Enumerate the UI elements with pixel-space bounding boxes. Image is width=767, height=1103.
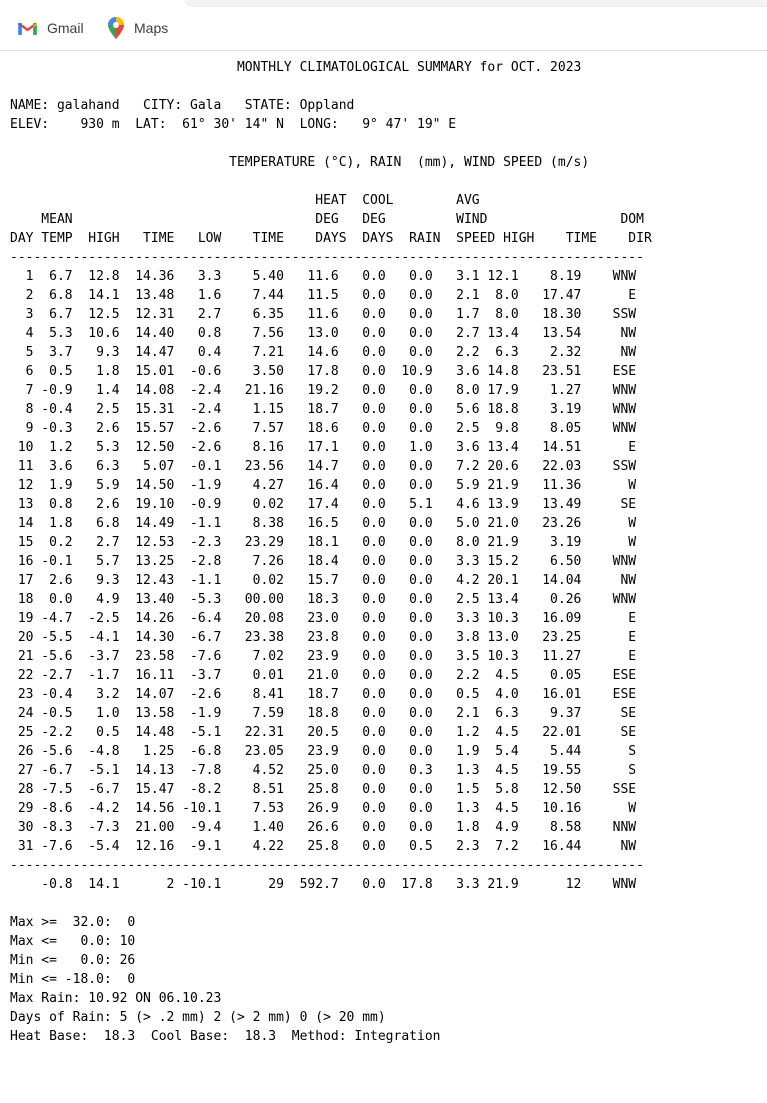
climate-summary-report [10, 58, 652, 1046]
table-separator: --------------------------------------------------------------------------------- [10, 858, 644, 873]
table-row: 9 -0.3 2.6 15.57 -2.6 7.57 18.6 0.0 0.0 2.5 9.8 8.05 WNW [10, 421, 637, 436]
table-row: 31 -7.6 -5.4 12.16 -9.1 4.22 25.8 0.0 0.5 2.3 7.2 16.44 NW [10, 839, 637, 854]
table-header-line: HEAT COOL AVG [10, 193, 480, 208]
report-title: MONTHLY CLIMATOLOGICAL SUMMARY for OCT. 2023 [10, 60, 582, 75]
bookmark-gmail-label: Gmail [47, 20, 84, 36]
table-row: 8 -0.4 2.5 15.31 -2.4 1.15 18.7 0.0 0.0 5.6 18.8 3.19 WNW [10, 402, 637, 417]
table-row: 25 -2.2 0.5 14.48 -5.1 22.31 20.5 0.0 0.0 1.2 4.5 22.01 SE [10, 725, 637, 740]
table-row: 5 3.7 9.3 14.47 0.4 7.21 14.6 0.0 0.0 2.2 6.3 2.32 NW [10, 345, 637, 360]
station-location-line: ELEV: 930 m LAT: 61° 30' 14" N LONG: 9° 47' 19" E [10, 117, 457, 132]
table-row: 28 -7.5 -6.7 15.47 -8.2 8.51 25.8 0.0 0.0 1.5 5.8 12.50 SSE [10, 782, 637, 797]
table-row: 10 1.2 5.3 12.50 -2.6 8.16 17.1 0.0 1.0 3.6 13.4 14.51 E [10, 440, 637, 455]
station-name-line: NAME: galahand CITY: Gala STATE: Oppland [10, 98, 355, 113]
table-row: 1 6.7 12.8 14.36 3.3 5.40 11.6 0.0 0.0 3.1 12.1 8.19 WNW [10, 269, 637, 284]
bookmark-gmail[interactable] [18, 16, 84, 40]
table-row: 7 -0.9 1.4 14.08 -2.4 21.16 19.2 0.0 0.0 8.0 17.9 1.27 WNW [10, 383, 637, 398]
table-row: 15 0.2 2.7 12.53 -2.3 23.29 18.1 0.0 0.0 8.0 21.9 3.19 W [10, 535, 637, 550]
table-row: 27 -6.7 -5.1 14.13 -7.8 4.52 25.0 0.0 0.3 1.3 4.5 19.55 S [10, 763, 637, 778]
table-row: 21 -5.6 -3.7 23.58 -7.6 7.02 23.9 0.0 0.0 3.5 10.3 11.27 E [10, 649, 637, 664]
table-row: 16 -0.1 5.7 13.25 -2.8 7.26 18.4 0.0 0.0 3.3 15.2 6.50 WNW [10, 554, 637, 569]
bookmark-maps-label: Maps [134, 20, 169, 36]
table-row: 11 3.6 6.3 5.07 -0.1 23.56 14.7 0.0 0.0 7.2 20.6 22.03 SSW [10, 459, 637, 474]
totals-row: -0.8 14.1 2 -10.1 29 592.7 0.0 17.8 3.3 21.9 12 WNW [10, 877, 637, 892]
table-row: 13 0.8 2.6 19.10 -0.9 0.02 17.4 0.0 5.1 4.6 13.9 13.49 SE [10, 497, 637, 512]
table-row: 12 1.9 5.9 14.50 -1.9 4.27 16.4 0.0 0.0 5.9 21.9 11.36 W [10, 478, 637, 493]
table-row: 6 0.5 1.8 15.01 -0.6 3.50 17.8 0.0 10.9 3.6 14.8 23.51 ESE [10, 364, 637, 379]
table-header-line: DAY TEMP HIGH TIME LOW TIME DAYS DAYS RAIN SPEED HIGH TIME DIR [10, 231, 652, 246]
summary-line: Max >= 32.0: 0 [10, 915, 136, 930]
table-row: 26 -5.6 -4.8 1.25 -6.8 23.05 23.9 0.0 0.0 1.9 5.4 5.44 S [10, 744, 637, 759]
table-separator: --------------------------------------------------------------------------------- [10, 250, 644, 265]
table-row: 18 0.0 4.9 13.40 -5.3 00.00 18.3 0.0 0.0 2.5 13.4 0.26 WNW [10, 592, 637, 607]
table-row: 23 -0.4 3.2 14.07 -2.6 8.41 18.7 0.0 0.0 0.5 4.0 16.01 ESE [10, 687, 637, 702]
summary-line: Min <= -18.0: 0 [10, 972, 136, 987]
summary-line: Heat Base: 18.3 Cool Base: 18.3 Method: Integration [10, 1029, 441, 1044]
table-row: 24 -0.5 1.0 13.58 -1.9 7.59 18.8 0.0 0.0 2.1 6.3 9.37 SE [10, 706, 637, 721]
summary-line: Days of Rain: 5 (> .2 mm) 2 (> 2 mm) 0 (> 20 mm) [10, 1010, 386, 1025]
table-row: 4 5.3 10.6 14.40 0.8 7.56 13.0 0.0 0.0 2.7 13.4 13.54 NW [10, 326, 637, 341]
table-row: 2 6.8 14.1 13.48 1.6 7.44 11.5 0.0 0.0 2.1 8.0 17.47 E [10, 288, 637, 303]
table-row: 19 -4.7 -2.5 14.26 -6.4 20.08 23.0 0.0 0.0 3.3 10.3 16.09 E [10, 611, 637, 626]
summary-line: Max Rain: 10.92 ON 06.10.23 [10, 991, 222, 1006]
summary-line: Min <= 0.0: 26 [10, 953, 136, 968]
table-row: 20 -5.5 -4.1 14.30 -6.7 23.38 23.8 0.0 0.0 3.8 13.0 23.25 E [10, 630, 637, 645]
table-header-line: MEAN DEG DEG WIND DOM [10, 212, 644, 227]
table-row: 29 -8.6 -4.2 14.56 -10.1 7.53 26.9 0.0 0.0 1.3 4.5 10.16 W [10, 801, 637, 816]
table-row: 3 6.7 12.5 12.31 2.7 6.35 11.6 0.0 0.0 1.7 8.0 18.30 SSW [10, 307, 637, 322]
table-row: 22 -2.7 -1.7 16.11 -3.7 0.01 21.0 0.0 0.0 2.2 4.5 0.05 ESE [10, 668, 637, 683]
bookmarks-bar [0, 0, 767, 51]
gmail-icon [18, 21, 37, 35]
table-row: 30 -8.3 -7.3 21.00 -9.4 1.40 26.6 0.0 0.0 1.8 4.9 8.58 NNW [10, 820, 637, 835]
table-row: 14 1.8 6.8 14.49 -1.1 8.38 16.5 0.0 0.0 5.0 21.0 23.26 W [10, 516, 637, 531]
maps-pin-icon [108, 17, 124, 39]
units-line: TEMPERATURE (°C), RAIN (mm), WIND SPEED (m/s) [10, 155, 590, 170]
bookmark-maps[interactable] [108, 16, 168, 40]
table-row: 17 2.6 9.3 12.43 -1.1 0.02 15.7 0.0 0.0 4.2 20.1 14.04 NW [10, 573, 637, 588]
browser-frame-edge [184, 0, 767, 7]
summary-line: Max <= 0.0: 10 [10, 934, 136, 949]
